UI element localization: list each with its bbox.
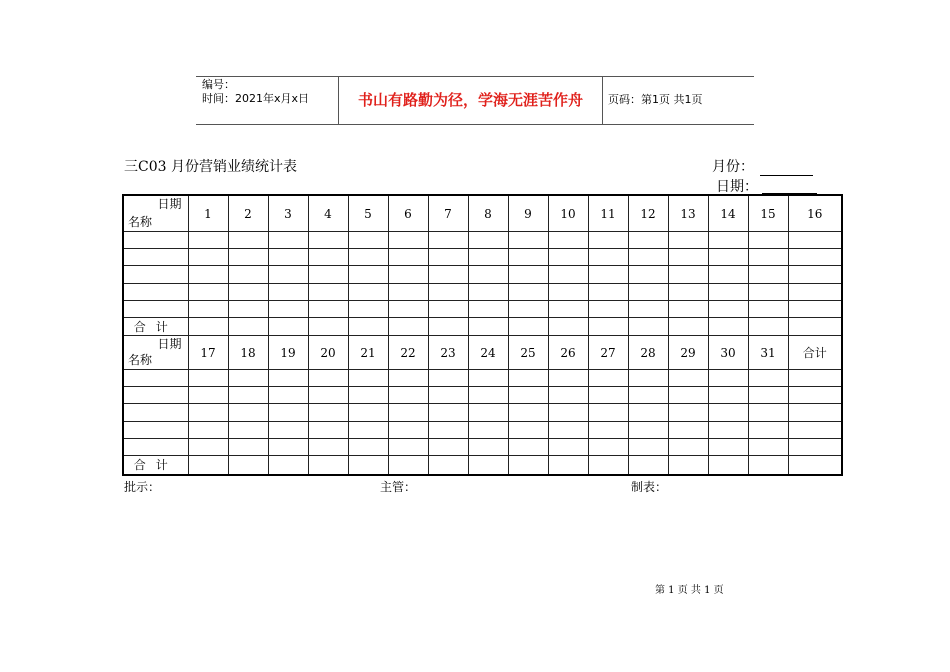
header-divider-right: [602, 76, 603, 124]
table-row: [123, 283, 842, 300]
table-total-row: [123, 456, 842, 475]
value-cell[interactable]: [228, 404, 268, 421]
total-value-cell[interactable]: [428, 456, 468, 475]
day-header-cell: 28: [628, 336, 668, 369]
value-cell[interactable]: [548, 283, 588, 300]
value-cell[interactable]: [348, 438, 388, 455]
table-row: [123, 438, 842, 455]
total-value-cell[interactable]: [628, 318, 668, 336]
value-cell[interactable]: [548, 232, 588, 249]
day-header-cell: 7: [428, 195, 468, 232]
value-cell[interactable]: [788, 387, 842, 404]
corner-name-label: 名称: [128, 352, 153, 367]
value-cell[interactable]: [188, 232, 228, 249]
value-cell[interactable]: [308, 300, 348, 317]
value-cell[interactable]: [668, 369, 708, 386]
name-cell[interactable]: [123, 283, 188, 300]
day-header-cell: 21: [348, 336, 388, 369]
value-cell[interactable]: [708, 283, 748, 300]
value-cell[interactable]: [428, 421, 468, 438]
value-cell[interactable]: [708, 369, 748, 386]
value-cell[interactable]: [228, 283, 268, 300]
total-value-cell[interactable]: [628, 456, 668, 475]
value-cell[interactable]: [748, 369, 788, 386]
value-cell[interactable]: [628, 232, 668, 249]
value-cell[interactable]: [748, 404, 788, 421]
value-cell[interactable]: [588, 283, 628, 300]
day-header-cell: 16: [788, 195, 842, 232]
value-cell[interactable]: [268, 232, 308, 249]
value-cell[interactable]: [468, 387, 508, 404]
value-cell[interactable]: [588, 266, 628, 283]
table-row: [123, 232, 842, 249]
value-cell[interactable]: [428, 283, 468, 300]
value-cell[interactable]: [588, 300, 628, 317]
value-cell[interactable]: [588, 249, 628, 266]
day-header-cell: 30: [708, 336, 748, 369]
total-value-cell[interactable]: [348, 318, 388, 336]
value-cell[interactable]: [788, 266, 842, 283]
table-total-row: [123, 318, 842, 336]
value-cell[interactable]: [548, 369, 588, 386]
value-cell[interactable]: [588, 387, 628, 404]
day-header-cell: 14: [708, 195, 748, 232]
value-cell[interactable]: [308, 266, 348, 283]
total-value-cell[interactable]: [468, 456, 508, 475]
day-header-cell: 11: [588, 195, 628, 232]
value-cell[interactable]: [348, 404, 388, 421]
day-header-cell: 19: [268, 336, 308, 369]
value-cell[interactable]: [628, 283, 668, 300]
value-cell[interactable]: [508, 283, 548, 300]
value-cell[interactable]: [468, 421, 508, 438]
day-header-cell: 25: [508, 336, 548, 369]
value-cell[interactable]: [668, 266, 708, 283]
total-value-cell[interactable]: [508, 456, 548, 475]
value-cell[interactable]: [628, 438, 668, 455]
value-cell[interactable]: [508, 266, 548, 283]
total-value-cell[interactable]: [268, 318, 308, 336]
value-cell[interactable]: [428, 387, 468, 404]
total-value-cell[interactable]: [508, 318, 548, 336]
value-cell[interactable]: [708, 421, 748, 438]
name-cell[interactable]: [123, 369, 188, 386]
value-cell[interactable]: [308, 283, 348, 300]
value-cell[interactable]: [668, 404, 708, 421]
sales-stats-table: [122, 194, 843, 476]
value-cell[interactable]: [548, 249, 588, 266]
name-cell[interactable]: [123, 421, 188, 438]
value-cell[interactable]: [548, 421, 588, 438]
value-cell[interactable]: [188, 249, 228, 266]
supervisor-label: 主管：: [380, 480, 417, 494]
value-cell[interactable]: [228, 300, 268, 317]
table-row: [123, 266, 842, 283]
value-cell[interactable]: [428, 404, 468, 421]
day-header-cell: 2: [228, 195, 268, 232]
value-cell[interactable]: [388, 421, 428, 438]
value-cell[interactable]: [548, 387, 588, 404]
value-cell[interactable]: [468, 249, 508, 266]
value-cell[interactable]: [508, 300, 548, 317]
value-cell[interactable]: [228, 266, 268, 283]
value-cell[interactable]: [268, 421, 308, 438]
value-cell[interactable]: [268, 387, 308, 404]
value-cell[interactable]: [588, 232, 628, 249]
table-row: [123, 421, 842, 438]
page-footer: 第 1 页 共 1 页: [655, 585, 724, 596]
day-header-cell: 29: [668, 336, 708, 369]
value-cell[interactable]: [348, 421, 388, 438]
total-label-cell: 合计: [123, 456, 188, 475]
corner-name-label: 名称: [128, 215, 153, 230]
day-header-cell: 10: [548, 195, 588, 232]
value-cell[interactable]: [748, 387, 788, 404]
document-title: 三C03 月份营销业绩统计表: [124, 159, 297, 175]
value-cell[interactable]: [748, 438, 788, 455]
value-cell[interactable]: [348, 300, 388, 317]
total-value-cell[interactable]: [388, 318, 428, 336]
header-time-label: 时间：2021年x月x日: [202, 92, 310, 105]
day-header-cell: 12: [628, 195, 668, 232]
total-value-cell[interactable]: [708, 456, 748, 475]
value-cell[interactable]: [748, 249, 788, 266]
value-cell[interactable]: [308, 369, 348, 386]
total-value-cell[interactable]: [388, 456, 428, 475]
value-cell[interactable]: [188, 300, 228, 317]
value-cell[interactable]: [228, 387, 268, 404]
value-cell[interactable]: [788, 421, 842, 438]
value-cell[interactable]: [388, 232, 428, 249]
date-label: 日期：: [716, 179, 758, 195]
value-cell[interactable]: [388, 249, 428, 266]
value-cell[interactable]: [508, 438, 548, 455]
value-cell[interactable]: [348, 266, 388, 283]
value-cell[interactable]: [548, 300, 588, 317]
value-cell[interactable]: [708, 266, 748, 283]
value-cell[interactable]: [428, 249, 468, 266]
value-cell[interactable]: [428, 300, 468, 317]
table-row: [123, 300, 842, 317]
name-cell[interactable]: [123, 438, 188, 455]
value-cell[interactable]: [748, 283, 788, 300]
value-cell[interactable]: [228, 369, 268, 386]
value-cell[interactable]: [188, 438, 228, 455]
total-value-cell[interactable]: [708, 318, 748, 336]
name-cell[interactable]: [123, 232, 188, 249]
value-cell[interactable]: [188, 404, 228, 421]
value-cell[interactable]: [468, 232, 508, 249]
value-cell[interactable]: [508, 421, 548, 438]
value-cell[interactable]: [188, 369, 228, 386]
name-cell[interactable]: [123, 387, 188, 404]
value-cell[interactable]: [188, 266, 228, 283]
total-value-cell[interactable]: [348, 456, 388, 475]
day-header-cell: 18: [228, 336, 268, 369]
value-cell[interactable]: [708, 404, 748, 421]
header-motto: 书山有路勤为径，学海无涯苦作舟: [357, 91, 583, 109]
value-cell[interactable]: [308, 421, 348, 438]
total-value-cell[interactable]: [588, 318, 628, 336]
value-cell[interactable]: [268, 300, 308, 317]
maker-label: 制表：: [631, 480, 668, 494]
table-header-row: [123, 195, 842, 232]
value-cell[interactable]: [508, 249, 548, 266]
value-cell[interactable]: [428, 438, 468, 455]
table-row: [123, 404, 842, 421]
total-value-cell[interactable]: [428, 318, 468, 336]
value-cell[interactable]: [708, 232, 748, 249]
value-cell[interactable]: [268, 249, 308, 266]
value-cell[interactable]: [228, 438, 268, 455]
value-cell[interactable]: [468, 300, 508, 317]
value-cell[interactable]: [508, 232, 548, 249]
day-header-cell: 24: [468, 336, 508, 369]
total-value-cell[interactable]: [188, 456, 228, 475]
corner-date-label: 日期: [157, 197, 182, 211]
day-header-cell: 5: [348, 195, 388, 232]
value-cell[interactable]: [708, 438, 748, 455]
value-cell[interactable]: [508, 387, 548, 404]
value-cell[interactable]: [348, 249, 388, 266]
value-cell[interactable]: [348, 283, 388, 300]
value-cell[interactable]: [268, 404, 308, 421]
value-cell[interactable]: [308, 249, 348, 266]
value-cell[interactable]: [588, 369, 628, 386]
value-cell[interactable]: [548, 266, 588, 283]
value-cell[interactable]: [348, 387, 388, 404]
value-cell[interactable]: [668, 232, 708, 249]
value-cell[interactable]: [668, 387, 708, 404]
value-cell[interactable]: [628, 421, 668, 438]
table-corner-cell: [123, 336, 188, 369]
value-cell[interactable]: [628, 387, 668, 404]
value-cell[interactable]: [788, 283, 842, 300]
value-cell[interactable]: [628, 404, 668, 421]
header-top-rule: [196, 76, 754, 77]
value-cell[interactable]: [748, 266, 788, 283]
table-row: [123, 249, 842, 266]
value-cell[interactable]: [788, 369, 842, 386]
day-header-cell: 8: [468, 195, 508, 232]
value-cell[interactable]: [508, 404, 548, 421]
value-cell[interactable]: [668, 283, 708, 300]
day-header-cell: 31: [748, 336, 788, 369]
value-cell[interactable]: [708, 300, 748, 317]
total-value-cell[interactable]: [548, 318, 588, 336]
total-value-cell[interactable]: [788, 456, 842, 475]
total-value-cell[interactable]: [308, 318, 348, 336]
name-cell[interactable]: [123, 249, 188, 266]
day-header-cell: 20: [308, 336, 348, 369]
name-cell[interactable]: [123, 300, 188, 317]
value-cell[interactable]: [308, 438, 348, 455]
table-corner-cell: [123, 195, 188, 232]
day-header-cell: 1: [188, 195, 228, 232]
value-cell[interactable]: [788, 404, 842, 421]
value-cell[interactable]: [548, 404, 588, 421]
value-cell[interactable]: [548, 438, 588, 455]
value-cell[interactable]: [788, 438, 842, 455]
value-cell[interactable]: [268, 283, 308, 300]
total-value-cell[interactable]: [308, 456, 348, 475]
table-header-row: [123, 336, 842, 369]
value-cell[interactable]: [588, 421, 628, 438]
total-value-cell[interactable]: [188, 318, 228, 336]
value-cell[interactable]: [388, 404, 428, 421]
value-cell[interactable]: [388, 300, 428, 317]
value-cell[interactable]: [388, 266, 428, 283]
value-cell[interactable]: [268, 369, 308, 386]
value-cell[interactable]: [788, 249, 842, 266]
value-cell[interactable]: [388, 283, 428, 300]
month-input-line[interactable]: [760, 175, 813, 176]
value-cell[interactable]: [428, 266, 468, 283]
approve-label: 批示：: [124, 480, 161, 494]
value-cell[interactable]: [468, 283, 508, 300]
value-cell[interactable]: [228, 232, 268, 249]
value-cell[interactable]: [188, 387, 228, 404]
total-value-cell[interactable]: [548, 456, 588, 475]
value-cell[interactable]: [668, 249, 708, 266]
day-header-cell: 6: [388, 195, 428, 232]
value-cell[interactable]: [308, 404, 348, 421]
value-cell[interactable]: [308, 232, 348, 249]
value-cell[interactable]: [468, 369, 508, 386]
day-header-cell: 13: [668, 195, 708, 232]
value-cell[interactable]: [668, 438, 708, 455]
value-cell[interactable]: [668, 421, 708, 438]
day-header-cell: 17: [188, 336, 228, 369]
value-cell[interactable]: [468, 266, 508, 283]
value-cell[interactable]: [308, 387, 348, 404]
value-cell[interactable]: [188, 421, 228, 438]
value-cell[interactable]: [428, 369, 468, 386]
total-value-cell[interactable]: [748, 456, 788, 475]
day-header-cell: 4: [308, 195, 348, 232]
value-cell[interactable]: [748, 421, 788, 438]
value-cell[interactable]: [588, 438, 628, 455]
total-label-cell: 合计: [123, 318, 188, 336]
corner-date-label: 日期: [157, 337, 182, 352]
table-row: [123, 387, 842, 404]
value-cell[interactable]: [788, 300, 842, 317]
value-cell[interactable]: [788, 232, 842, 249]
day-header-cell: 15: [748, 195, 788, 232]
total-value-cell[interactable]: [748, 318, 788, 336]
value-cell[interactable]: [228, 421, 268, 438]
value-cell[interactable]: [388, 438, 428, 455]
value-cell[interactable]: [628, 249, 668, 266]
month-label: 月份：: [712, 159, 754, 175]
day-header-cell: 23: [428, 336, 468, 369]
value-cell[interactable]: [268, 438, 308, 455]
value-cell[interactable]: [268, 266, 308, 283]
value-cell[interactable]: [228, 249, 268, 266]
value-cell[interactable]: [588, 404, 628, 421]
value-cell[interactable]: [388, 369, 428, 386]
value-cell[interactable]: [708, 249, 748, 266]
value-cell[interactable]: [388, 387, 428, 404]
value-cell[interactable]: [628, 369, 668, 386]
value-cell[interactable]: [468, 438, 508, 455]
total-value-cell[interactable]: [468, 318, 508, 336]
day-header-cell: 9: [508, 195, 548, 232]
total-value-cell[interactable]: [588, 456, 628, 475]
value-cell[interactable]: [708, 387, 748, 404]
name-cell[interactable]: [123, 404, 188, 421]
name-cell[interactable]: [123, 266, 188, 283]
value-cell[interactable]: [748, 232, 788, 249]
day-header-cell: 22: [388, 336, 428, 369]
value-cell[interactable]: [468, 404, 508, 421]
header-code-label: 编号：: [202, 78, 235, 91]
total-value-cell[interactable]: [228, 456, 268, 475]
day-header-cell: 3: [268, 195, 308, 232]
value-cell[interactable]: [428, 232, 468, 249]
total-value-cell[interactable]: [268, 456, 308, 475]
value-cell[interactable]: [748, 300, 788, 317]
day-header-cell: 26: [548, 336, 588, 369]
table-row: [123, 369, 842, 386]
value-cell[interactable]: [348, 369, 388, 386]
sum-header-cell: 合计: [788, 336, 842, 369]
value-cell[interactable]: [628, 266, 668, 283]
value-cell[interactable]: [628, 300, 668, 317]
total-value-cell[interactable]: [788, 318, 842, 336]
total-value-cell[interactable]: [668, 456, 708, 475]
value-cell[interactable]: [668, 300, 708, 317]
value-cell[interactable]: [508, 369, 548, 386]
value-cell[interactable]: [188, 283, 228, 300]
total-value-cell[interactable]: [228, 318, 268, 336]
total-value-cell[interactable]: [668, 318, 708, 336]
day-header-cell: 27: [588, 336, 628, 369]
header-page-label: 页码：第1页 共1页: [608, 93, 703, 106]
header-bottom-rule: [196, 124, 754, 125]
value-cell[interactable]: [348, 232, 388, 249]
